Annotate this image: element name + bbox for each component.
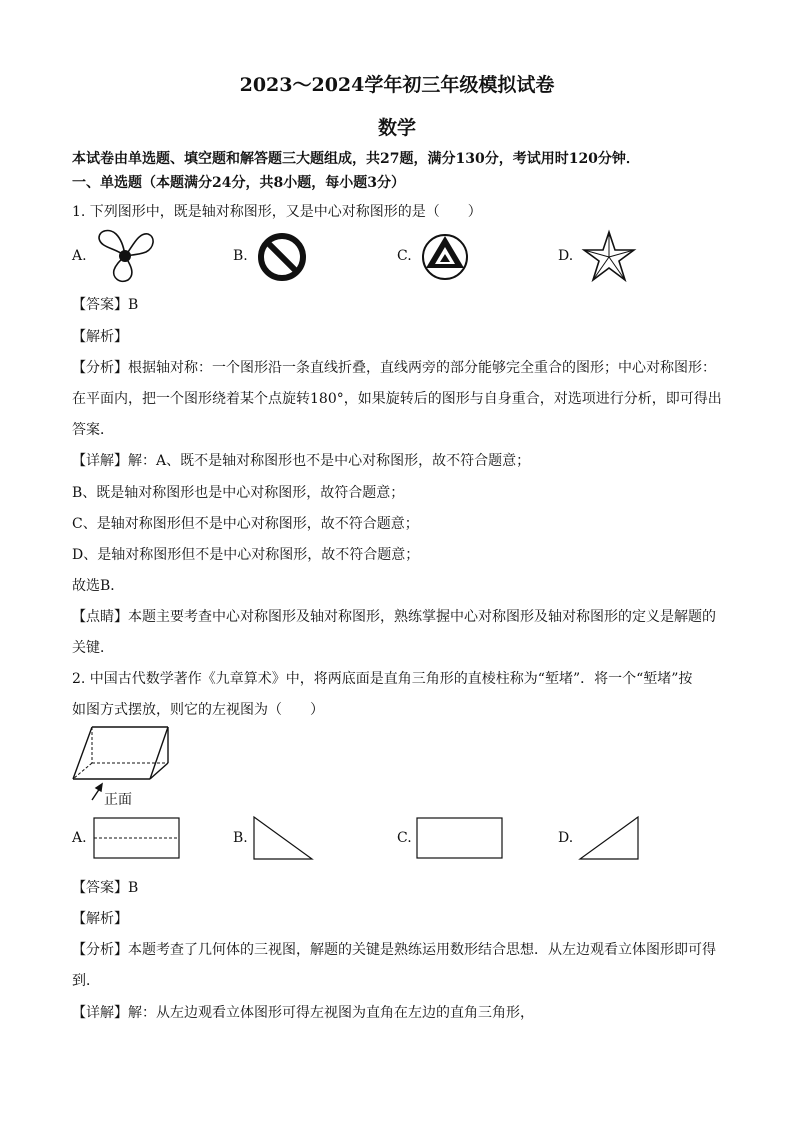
q2-analysis-line: 【分析】本题考查了几何体的三视图，解题的关键是熟练运用数形结合思想．从左边观看立体图形即可得 <box>72 942 716 958</box>
q2-front-label: 正面 <box>104 792 132 808</box>
q1-detail-line: D、是轴对称图形但不是中心对称图形，故不符合题意； <box>72 547 420 563</box>
q2-option-a-rectangle-figure <box>93 817 181 861</box>
q1-conclusion: 故选B． <box>72 578 125 594</box>
exam-title: 2023～2024学年初三年级模拟试卷 <box>239 74 555 96</box>
q1-option-b-label: B. <box>233 248 248 264</box>
q2-analysis-heading: 【解析】 <box>72 911 128 927</box>
exam-intro: 本试卷由单选题、填空题和解答题三大题组成，共27题，满分130分，考试用时120分钟． <box>72 151 640 167</box>
q2-option-d-label: D. <box>558 830 574 846</box>
section-heading: 一、单选题（本题满分24分，共8小题，每小题3分） <box>72 175 405 191</box>
q2-option-c-label: C. <box>397 830 412 846</box>
q2-option-d-triangle-figure <box>579 816 641 862</box>
q1-stem: 1. 下列图形中，既是轴对称图形，又是中心对称图形的是（ ） <box>72 204 482 220</box>
q1-option-d-star-figure <box>582 230 636 284</box>
q2-option-a-label: A. <box>72 830 87 846</box>
q1-analysis-line: 答案． <box>72 422 114 438</box>
q1-option-b-prohibition-figure <box>257 232 307 282</box>
q2-option-b-triangle-figure <box>253 816 315 862</box>
q1-detail-line: C、是轴对称图形但不是中心对称图形，故不符合题意； <box>72 516 419 532</box>
q1-option-c-label: C. <box>397 248 412 264</box>
q1-option-a-propeller-figure <box>96 228 156 284</box>
q1-analysis-line: 【分析】根据轴对称：一个图形沿一条直线折叠，直线两旁的部分能够完全重合的图形；中心对称图形： <box>72 360 716 376</box>
q1-answer: 【答案】B <box>72 297 139 313</box>
q2-stem-line: 2. 中国古代数学著作《九章算术》中，将两底面是直角三角形的直棱柱称为“堑堵”．将一个“堑堵”按 <box>72 671 693 687</box>
subject-title: 数学 <box>377 117 416 139</box>
q1-option-a-label: A. <box>72 248 87 264</box>
q1-analysis-line: 在平面内，把一个图形绕着某个点旋转180°，如果旋转后的图形与自身重合，对选项进行分析，即可得出 <box>72 391 722 407</box>
q1-option-c-triangle-circle-figure <box>420 232 470 282</box>
q2-option-c-rectangle-figure <box>416 817 504 861</box>
q1-option-d-label: D. <box>558 248 574 264</box>
q1-detail-line: 【详解】解：A、既不是轴对称图形也不是中心对称图形，故不符合题意； <box>72 453 531 469</box>
q2-stem-line: 如图方式摆放，则它的左视图为（ ） <box>72 702 324 718</box>
q1-comment-line: 关键． <box>72 640 114 656</box>
q1-detail-line: B、既是轴对称图形也是中心对称图形，故符合题意； <box>72 485 405 501</box>
q2-option-b-label: B. <box>233 830 248 846</box>
q2-answer: 【答案】B <box>72 880 139 896</box>
q1-analysis-heading: 【解析】 <box>72 329 128 345</box>
q1-comment-line: 【点睛】本题主要考查中心对称图形及轴对称图形，熟练掌握中心对称图形及轴对称图形的定义是解题的 <box>72 609 716 625</box>
q2-detail-line: 【详解】解：从左边观看立体图形可得左视图为直角在左边的直角三角形， <box>72 1005 534 1021</box>
q2-analysis-line: 到． <box>72 973 100 989</box>
